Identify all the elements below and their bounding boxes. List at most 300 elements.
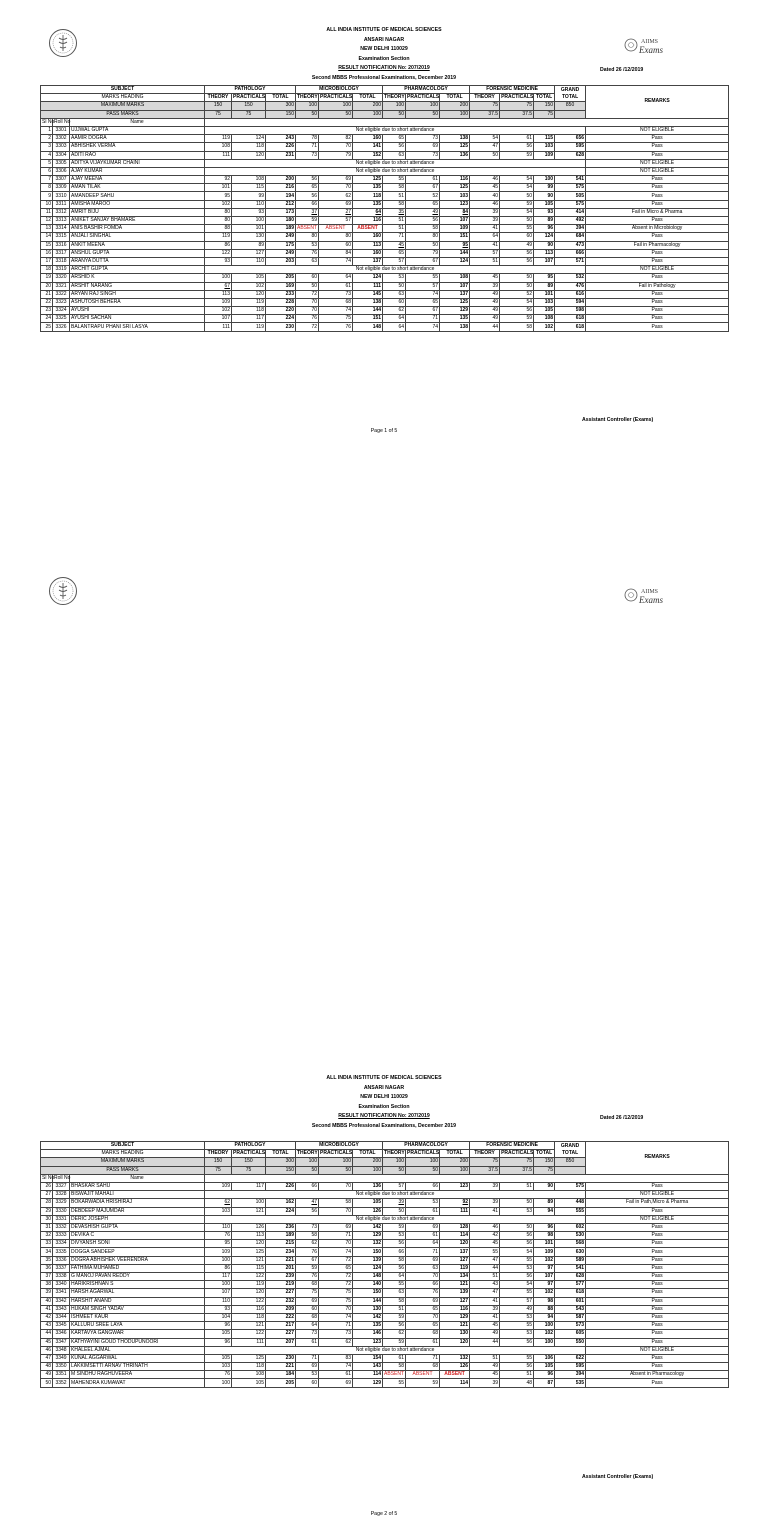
sl-no-cell: 4 [41,151,53,159]
micro-practicals-cell: 74 [319,1313,353,1321]
grand-total-cell: 575 [555,200,586,208]
micro-theory-cell: 62 [296,1240,319,1248]
exam-title: Second MBBS Professional Examinations, December 2019 [311,1122,457,1129]
remarks-cell: Pass [586,315,729,323]
path-practicals-cell: 115 [232,184,266,192]
remarks-cell: Pass [586,323,729,331]
name-cell: KARTAVYA GANGWAR [70,1330,205,1338]
table-row [41,1346,729,1354]
pharma-practicals-cell: 79 [406,249,440,257]
fmt-theory-cell: 39 [470,208,500,216]
path-practicals-cell: 118 [232,1363,266,1371]
pharma-practicals-cell: 64 [406,1240,440,1248]
micro-total-cell: 111 [353,282,383,290]
sl-no-cell: 27 [41,1191,53,1199]
path-total-cell: 189 [266,1232,296,1240]
pass-value: 37.5 [500,1166,534,1174]
path-practicals-cell: 119 [232,323,266,331]
fmt-total-cell: 89 [534,217,555,225]
exams-logo-text: Exams [639,45,663,55]
micro-total-cell: 140 [353,1281,383,1289]
remarks-cell: Absent in Microbiology [586,225,729,233]
fmt-theory-cell: 44 [470,1338,500,1346]
path-practicals-cell: 100 [232,1199,266,1207]
pharma-theory-cell: 64 [383,315,406,323]
pharma-practicals-cell: 71 [406,1248,440,1256]
path-practicals-cell: 100 [232,217,266,225]
micro-practicals-cell: 62 [319,192,353,200]
pharma-total-cell: 138 [440,323,470,331]
pharma-total-cell: 119 [440,1264,470,1272]
path-total-cell: 232 [266,1297,296,1305]
fmt-total-cell: 100 [534,1322,555,1330]
path-total-cell: 236 [266,1223,296,1231]
remarks-cell: Fail in Micro & Pharma [586,208,729,216]
fmt-theory-cell: 39 [470,1182,500,1190]
micro-total-cell: 152 [353,151,383,159]
roll-no-cell: 3304 [53,151,70,159]
max-value: 75 [470,102,500,110]
path-practicals-cell: 120 [232,1289,266,1297]
path-theory-cell: 80 [205,208,232,216]
micro-theory-cell: 50 [296,282,319,290]
table-row [41,143,729,151]
fmt-total-cell: 103 [534,143,555,151]
fmt-theory-cell: 43 [470,1281,500,1289]
sub-header: TOTAL [534,94,555,102]
pharma-theory-cell: 58 [383,184,406,192]
max-value: 100 [319,102,353,110]
aiims-logo-text: AIIMS [641,589,659,595]
sub-header: PRACTICALS [501,1150,534,1157]
micro-total-cell: 130 [353,1305,383,1313]
fmt-total-cell: 102 [534,1330,555,1338]
fmt-total-cell: 105 [534,1363,555,1371]
micro-total-cell: 113 [353,241,383,249]
sl-no-cell: 20 [41,282,53,290]
micro-theory-cell: 70 [296,307,319,315]
fmt-total-cell: 105 [534,200,555,208]
remarks-cell: Pass [586,274,729,282]
micro-theory-cell: 68 [296,1281,319,1289]
roll-no-cell: 3328 [53,1191,70,1199]
micro-practicals-cell: 82 [319,135,353,143]
table-row [41,233,729,241]
micro-practicals-cell: 68 [319,298,353,306]
micro-theory-cell: 66 [296,1182,319,1190]
name-cell: KALLURU SREE LAYA [70,1322,205,1330]
micro-practicals-cell: 69 [319,200,353,208]
path-practicals-cell: 113 [232,1232,266,1240]
section-name: Examination Section [358,1103,410,1110]
name-cell: HARSH AGARWAL [70,1289,205,1297]
sub-header: THEORY [384,1150,405,1157]
path-theory-cell: 62 [205,1199,232,1207]
micro-practicals-cell: 72 [319,1256,353,1264]
pass-value: 75 [232,110,266,118]
sl-no-label: Sl No [42,118,55,125]
path-theory-cell: 93 [205,257,232,265]
sub-header: PRACTICALS [233,1150,266,1157]
fmt-practicals-cell: 53 [500,1330,534,1338]
fmt-theory-cell: 49 [470,315,500,323]
pharma-theory-cell: 53 [383,1232,406,1240]
remarks-cell: Pass [586,1354,729,1362]
micro-total-cell: 148 [353,1273,383,1281]
microbiology-header: MICROBIOLOGY [296,86,383,94]
micro-practicals-cell: 64 [319,274,353,282]
table-row [41,257,729,265]
micro-practicals-cell: 70 [319,1305,353,1313]
fmt-total-cell: 98 [534,1297,555,1305]
name-cell: ARYAN RAJ SINGH [70,290,205,298]
fmt-total-cell: 106 [534,1354,555,1362]
remarks-header: REMARKS [586,86,729,119]
sub-header: THEORY [297,94,318,101]
fmt-practicals-cell: 51 [500,1371,534,1379]
result-page-1 [0,0,768,512]
remarks-cell: Pass [586,1281,729,1289]
path-theory-cell: 95 [205,1240,232,1248]
table-row [41,1338,729,1346]
fmt-theory-cell: 41 [470,225,500,233]
fmt-total-cell: 96 [534,1223,555,1231]
name-cell: LAKKIMSETTI ARNAV THRINATH [70,1363,205,1371]
path-practicals-cell: 120 [232,1240,266,1248]
micro-total-cell: 124 [353,1264,383,1272]
pharma-total-cell: 135 [440,315,470,323]
grand-total-cell: 601 [555,1297,586,1305]
pharma-practicals-cell: 55 [406,274,440,282]
path-total-cell: 175 [266,241,296,249]
name-cell: KHALEEL AJMAL [70,1346,205,1354]
micro-practicals-cell: 60 [319,241,353,249]
max-value: 100 [383,1158,406,1166]
micro-total-cell: 116 [353,217,383,225]
sl-no-cell: 49 [41,1371,53,1379]
pass-value: 75 [534,110,555,118]
path-practicals-cell: 115 [232,1264,266,1272]
fmt-total-cell: 93 [534,208,555,216]
pharma-theory-cell: 63 [383,290,406,298]
roll-no-cell: 3341 [53,1289,70,1297]
path-total-cell: 216 [266,184,296,192]
column-label-row [41,118,729,126]
pharma-total-cell: 121 [440,1281,470,1289]
pharma-practicals-cell: 68 [406,1330,440,1338]
pharma-total-cell: 120 [440,1338,470,1346]
micro-practicals-cell: 71 [319,1232,353,1240]
fmt-total-cell: 89 [534,1199,555,1207]
sl-no-cell: 7 [41,176,53,184]
path-total-cell: 224 [266,315,296,323]
fmt-total-cell: 100 [534,176,555,184]
sl-no-cell: 22 [41,298,53,306]
sl-no-cell: 33 [41,1240,53,1248]
name-cell: DOGGA SANDEEP [70,1248,205,1256]
table-row [41,151,729,159]
micro-theory-cell: 53 [296,241,319,249]
fmt-practicals-cell: 50 [500,282,534,290]
roll-no-cell: 3319 [53,266,70,274]
fmt-practicals-cell: 55 [500,1289,534,1297]
micro-total-cell: 129 [353,1379,383,1387]
micro-total-cell: 124 [353,274,383,282]
roll-no-cell: 3312 [53,208,70,216]
micro-practicals-cell: 70 [319,1207,353,1215]
path-total-cell: 221 [266,1256,296,1264]
micro-total-cell: 123 [353,1338,383,1346]
micro-practicals-cell: 65 [319,1264,353,1272]
exams-logo-text: Exams [639,595,663,605]
pass-value: 100 [353,1166,383,1174]
fmt-practicals-cell: 54 [500,176,534,184]
max-value: 200 [440,1158,470,1166]
pass-value: 100 [440,1166,470,1174]
pharma-theory-cell: 65 [383,135,406,143]
roll-no-cell: 3346 [53,1330,70,1338]
name-cell: AYUSHI [70,307,205,315]
pharmacology-header: PHARMACOLOGY [383,1142,470,1150]
roll-no-cell: 3349 [53,1354,70,1362]
fmt-total-cell: 87 [534,1379,555,1387]
path-total-cell: 243 [266,135,296,143]
pharma-total-cell: 114 [440,1232,470,1240]
notification-date: Dated 26 /12/2019 [600,67,644,73]
path-total-cell: 169 [266,282,296,290]
micro-theory-cell: 76 [296,1248,319,1256]
micro-practicals-cell: 70 [319,1240,353,1248]
micro-total-cell: 142 [353,1223,383,1231]
fmt-theory-cell: 54 [470,135,500,143]
path-theory-cell: 88 [205,225,232,233]
signatory: Assistant Controller (Exams) [582,417,654,423]
sl-no-cell: 10 [41,200,53,208]
fmt-total-cell: 97 [534,1264,555,1272]
path-theory-cell: 122 [205,249,232,257]
micro-practicals-cell: 74 [319,1363,353,1371]
pharma-practicals-cell: 66 [406,1281,440,1289]
table-row [41,1354,729,1362]
table-head [41,1142,729,1183]
name-cell: ANSHUL GUPTA [70,249,205,257]
path-total-cell: 180 [266,217,296,225]
notification-number: RESULT NOTIFICATION No: 207/2019 [338,1113,430,1119]
path-practicals-cell: 126 [232,1223,266,1231]
fmt-theory-cell: 39 [470,217,500,225]
grand-total-cell: 541 [555,176,586,184]
path-practicals-cell: 125 [232,1354,266,1362]
fmt-theory-cell: 41 [470,1207,500,1215]
pharma-total-cell: 107 [440,282,470,290]
pharma-theory-cell: 58 [383,1363,406,1371]
path-theory-cell: 111 [205,151,232,159]
fmt-practicals-cell: 54 [500,298,534,306]
fmt-theory-cell: 64 [470,233,500,241]
micro-total-cell: 129 [353,1232,383,1240]
roll-no-cell: 3311 [53,200,70,208]
roll-no-cell: 3314 [53,225,70,233]
pharma-total-cell: 108 [440,274,470,282]
pass-value: 50 [319,1166,353,1174]
pharma-theory-cell: 58 [383,1297,406,1305]
path-total-cell: 227 [266,1289,296,1297]
notification-number: RESULT NOTIFICATION No: 207/2019 [338,65,430,71]
remarks-cell: Pass [586,1182,729,1190]
table-row [41,1281,729,1289]
micro-practicals-cell: 69 [319,1223,353,1231]
max-value: 100 [383,102,406,110]
grand-total-cell: 532 [555,274,586,282]
table-row [41,282,729,290]
fmt-total-cell: 107 [534,257,555,265]
grand-total-cell: 594 [555,298,586,306]
roll-no-cell: 3309 [53,184,70,192]
path-practicals-cell: 105 [232,274,266,282]
fmt-practicals-cell: 56 [500,307,534,315]
pharma-practicals-cell: 67 [406,307,440,315]
sub-header: THEORY [470,94,500,102]
fmt-theory-cell: 41 [470,1297,500,1305]
fmt-total-cell: 96 [534,1371,555,1379]
name-cell: ARCHIT GUPTA [70,266,205,274]
table-row [41,1256,729,1264]
roll-no-cell: 3306 [53,167,70,175]
pharma-practicals-cell: 67 [406,184,440,192]
institute-name: ALL INDIA INSTITUTE OF MEDICAL SCIENCES [326,27,442,33]
fmt-total-cell: 105 [534,307,555,315]
name-cell: ARANYA DUTTA [70,257,205,265]
grand-total-cell: 656 [555,135,586,143]
microbiology-header: MICROBIOLOGY [296,1142,383,1150]
sl-no-cell: 40 [41,1297,53,1305]
pharma-total-cell: 125 [440,184,470,192]
sub-header: TOTAL [266,1150,296,1158]
fmt-theory-cell: 49 [470,290,500,298]
micro-practicals-cell: 75 [319,1289,353,1297]
micro-practicals-cell: 61 [319,1371,353,1379]
path-theory-cell: 117 [205,1273,232,1281]
path-theory-cell: 76 [205,1371,232,1379]
roll-no-cell: 3352 [53,1379,70,1387]
grand-total-cell: 492 [555,217,586,225]
path-total-cell: 227 [266,1330,296,1338]
marks-heading-label: MARKS HEADING [41,94,205,102]
pharma-theory-cell: 53 [383,274,406,282]
path-theory-cell: 103 [205,1363,232,1371]
fmt-theory-cell: 47 [470,1256,500,1264]
pharma-total-cell: 95 [440,241,470,249]
table-row [41,249,729,257]
sub-header: PRACTICALS [320,1150,353,1157]
table-row [41,225,729,233]
sub-header: TOTAL [534,1150,555,1158]
fmt-total-cell: 103 [534,298,555,306]
pharma-total-cell: 134 [440,1273,470,1281]
path-practicals-cell: 118 [232,307,266,315]
sl-no-cell: 41 [41,1305,53,1313]
path-theory-cell: 86 [205,1264,232,1272]
fmt-total-cell: 101 [534,1240,555,1248]
table-row [41,184,729,192]
fmt-theory-cell: 39 [470,1199,500,1207]
fmt-practicals-cell: 56 [500,143,534,151]
pharma-practicals-cell: 50 [406,241,440,249]
sl-no-cell: 48 [41,1363,53,1371]
page-number: Page 1 of 5 [370,428,398,434]
micro-practicals-cell: 58 [319,1199,353,1207]
roll-no-cell: 3305 [53,159,70,167]
grand-total-cell: 630 [555,1248,586,1256]
remarks-cell: NOT ELIGIBLE [586,1215,729,1223]
table-row [41,323,729,331]
remarks-cell: Pass [586,1313,729,1321]
max-marks-label: MAXIMUM MARKS [41,1158,205,1166]
fmt-total-cell: 113 [534,249,555,257]
sub-header: TOTAL [440,1150,470,1158]
sl-no-cell: 1 [41,126,53,134]
table-row [41,1248,729,1256]
grand-total-cell: 589 [555,1256,586,1264]
pharma-theory-cell: 63 [383,1289,406,1297]
fmt-total-cell: 97 [534,1281,555,1289]
sl-no-cell: 17 [41,257,53,265]
pharma-practicals-cell: 66 [406,1182,440,1190]
path-theory-cell: 111 [205,323,232,331]
grand-total-cell: 598 [555,307,586,315]
sub-header: PRACTICALS [320,94,353,101]
fmt-theory-cell: 55 [470,1248,500,1256]
table-row [41,1322,729,1330]
name-cell: AMISHA MAROO [70,200,205,208]
subject-header: SUBJECT [41,1142,205,1150]
path-total-cell: 234 [266,1248,296,1256]
path-total-cell: 201 [266,1264,296,1272]
path-theory-cell: 100 [205,1256,232,1264]
micro-total-cell: 143 [353,1363,383,1371]
micro-practicals-cell: 69 [319,176,353,184]
micro-total-cell: 137 [353,257,383,265]
path-total-cell: 189 [266,225,296,233]
marks-heading-label: MARKS HEADING [41,1150,205,1158]
path-total-cell: 209 [266,1305,296,1313]
roll-no-cell: 3322 [53,290,70,298]
pass-value: 37.5 [470,1166,500,1174]
pass-value: 75 [534,1166,555,1174]
sl-no-cell: 34 [41,1248,53,1256]
result-page-2 [0,512,768,1517]
notification-header [0,26,768,83]
remarks-cell: Pass [586,151,729,159]
path-theory-cell: 80 [205,217,232,225]
table-row [41,274,729,282]
pharma-practicals-cell: 59 [406,1379,440,1387]
pass-value: 75 [205,110,232,118]
name-cell: ASHUTOSH BEHERA [70,298,205,306]
attendance-note-cell: Not eligible due to short attendance [205,159,586,167]
pharma-theory-cell: 63 [383,151,406,159]
pharma-practicals-cell: 80 [406,233,440,241]
roll-no-cell: 3335 [53,1248,70,1256]
pharma-practicals-cell: 69 [406,143,440,151]
micro-theory-cell: 37 [296,208,319,216]
pharma-theory-cell: 56 [383,143,406,151]
micro-practicals-cell: 57 [319,217,353,225]
micro-total-cell: 135 [353,200,383,208]
grand-total-header: GRAND TOTAL [555,1142,586,1158]
sl-no-cell: 44 [41,1330,53,1338]
path-theory-cell: 100 [205,1379,232,1387]
